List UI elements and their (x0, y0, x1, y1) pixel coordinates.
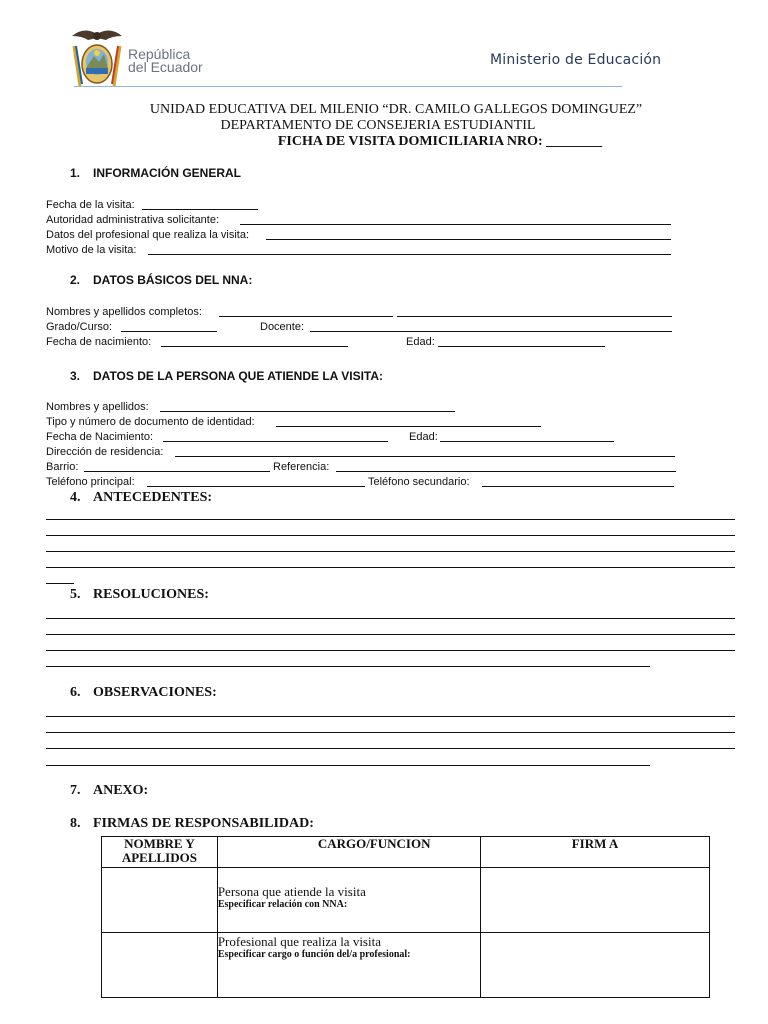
observaciones-line[interactable] (46, 765, 650, 766)
school-title: UNIDAD EDUCATIVA DEL MILENIO “DR. CAMILO GALLEGOS DOMINGUEZ” (149, 102, 643, 117)
header-firma: FIRM A (481, 837, 710, 868)
ecuador-coat-of-arms-logo (68, 24, 218, 88)
signatures-table (101, 836, 710, 998)
table-header-row (102, 837, 710, 868)
edad-field[interactable] (438, 346, 605, 347)
tel-secundario-label: Teléfono secundario: (368, 476, 470, 488)
edad2-field[interactable] (440, 441, 614, 442)
firma-cell[interactable] (481, 933, 710, 998)
antecedentes-line[interactable] (46, 551, 735, 552)
apellidos-field[interactable] (397, 316, 672, 317)
nombre-cell[interactable] (102, 933, 218, 998)
section-6-heading: 6. OBSERVACIONES: (70, 685, 217, 700)
profesional-label: Datos del profesional que realiza la visita: (46, 229, 250, 241)
cargo-text: Profesional que realiza la visita (217, 934, 381, 949)
resoluciones-line[interactable] (46, 634, 735, 635)
resoluciones-line[interactable] (46, 666, 650, 667)
antecedentes-line[interactable] (46, 583, 74, 584)
republic-line1: República (128, 46, 191, 62)
cargo-text: Persona que atiende la visita (217, 884, 366, 899)
tel-principal-field[interactable] (147, 486, 365, 487)
motivo-field[interactable] (148, 254, 671, 255)
profesional-field[interactable] (266, 239, 671, 240)
tel-secundario-field[interactable] (482, 486, 674, 487)
nombres-label: Nombres y apellidos: (46, 401, 149, 413)
header-divider (74, 86, 622, 87)
fecha-visita-field[interactable] (142, 209, 258, 210)
tel-principal-label: Teléfono principal: (46, 476, 135, 488)
section-4-heading: 4. ANTECEDENTES: (70, 490, 213, 505)
barrio-field[interactable] (84, 471, 270, 472)
observaciones-line[interactable] (46, 748, 735, 749)
coat-of-arms-icon (68, 24, 126, 88)
docente-label: Docente: (260, 321, 305, 333)
cargo-subtext: Especificar relación con NNA: (217, 899, 348, 910)
direccion-field[interactable] (175, 456, 675, 457)
barrio-label: Barrio: (46, 461, 79, 473)
documento-label: Tipo y número de documento de identidad: (46, 416, 255, 428)
section-7-heading: 7. ANEXO: (70, 783, 149, 798)
motivo-label: Motivo de la visita: (46, 244, 137, 256)
fecha-nac2-label: Fecha de Nacimiento: (46, 431, 153, 443)
section-1-heading: 1. INFORMACIÓN GENERAL (70, 166, 241, 180)
nombres-apellidos-field[interactable] (160, 411, 455, 412)
antecedentes-line[interactable] (46, 535, 735, 536)
section-8-heading: 8. FIRMAS DE RESPONSABILIDAD: (70, 816, 314, 831)
resoluciones-line[interactable] (46, 650, 735, 651)
grado-field[interactable] (121, 331, 217, 332)
table-row (102, 868, 710, 933)
autoridad-label: Autoridad administrativa solicitante: (46, 214, 220, 226)
edad-label: Edad: (406, 336, 435, 348)
documento-field[interactable] (276, 426, 541, 427)
observaciones-line[interactable] (46, 732, 735, 733)
department-title: DEPARTAMENTO DE CONSEJERIA ESTUDIANTIL (220, 118, 536, 133)
referencia-field[interactable] (336, 471, 676, 472)
fecha-nac2-field[interactable] (163, 441, 388, 442)
republic-line2: del Ecuador (128, 59, 203, 75)
observaciones-line[interactable] (46, 716, 735, 717)
docente-field[interactable] (310, 331, 672, 332)
fecha-visita-label: Fecha de la visita: (46, 199, 135, 211)
autoridad-field[interactable] (240, 224, 671, 225)
table-row (102, 933, 710, 998)
cargo-subtext: Especificar cargo o función del/a profesional: (217, 949, 411, 960)
ministry-name: Ministerio de Educación (490, 52, 662, 68)
resoluciones-line[interactable] (46, 618, 735, 619)
fecha-nac-label: Fecha de nacimiento: (46, 336, 152, 348)
section-5-heading: 5. RESOLUCIONES: (70, 587, 209, 602)
header-cargo: CARGO/FUNCION (217, 837, 480, 868)
grado-label: Grado/Curso: (46, 321, 113, 333)
nombre-cell[interactable] (102, 868, 218, 933)
form-title: FICHA DE VISITA DOMICILIARIA NRO: ________ (277, 134, 603, 149)
firma-cell[interactable] (481, 868, 710, 933)
section-2-heading: 2. DATOS BÁSICOS DEL NNA: (70, 273, 253, 287)
nombres-field[interactable] (219, 316, 393, 317)
referencia-label: Referencia: (273, 461, 330, 473)
cargo-cell (217, 933, 480, 998)
edad2-label: Edad: (409, 431, 438, 443)
cargo-cell (217, 868, 480, 933)
nombres-completos-label: Nombres y apellidos completos: (46, 306, 202, 318)
direccion-label: Dirección de residencia: (46, 446, 164, 458)
header-nombre: NOMBRE Y APELLIDOS (102, 837, 218, 868)
fecha-nac-field[interactable] (161, 346, 348, 347)
antecedentes-line[interactable] (46, 519, 735, 520)
antecedentes-line[interactable] (46, 567, 735, 568)
section-3-heading: 3. DATOS DE LA PERSONA QUE ATIENDE LA VISITA: (70, 369, 384, 383)
